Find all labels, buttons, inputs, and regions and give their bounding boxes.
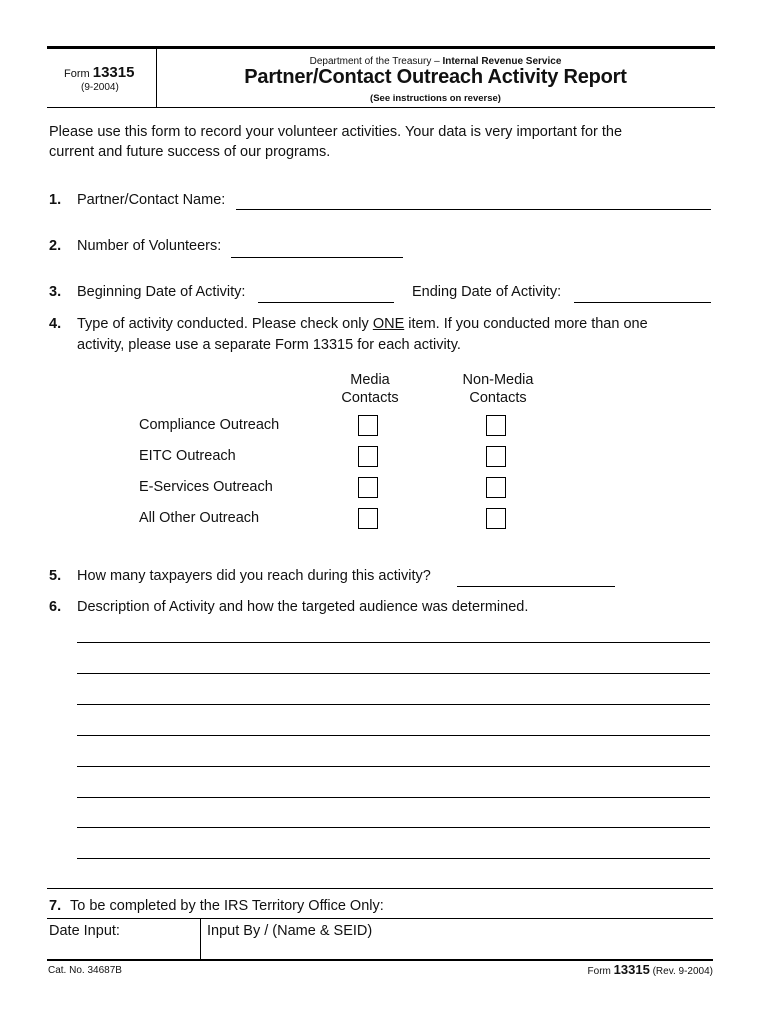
activity-row-label: Compliance Outreach [139, 417, 280, 433]
irs-section-divider [200, 918, 201, 960]
nonmedia-contacts-header [448, 371, 548, 407]
q5-label: How many taxpayers did you reach during this activity? [77, 568, 431, 584]
q6-label: Description of Activity and how the targeted audience was determined. [77, 599, 529, 615]
footer-form-number: 13315 [613, 962, 650, 977]
activity-row-label: All Other Outreach [139, 510, 260, 526]
q7-number: 7. [49, 898, 62, 914]
q3-end-label: Ending Date of Activity: [412, 284, 562, 300]
q4-text-before: Type of activity conducted. Please check only [77, 316, 373, 332]
department-prefix: Department of the Treasury – [309, 56, 443, 67]
q5-number: 5. [49, 568, 62, 584]
q7-label: To be completed by the IRS Territory Office Only: [70, 898, 384, 914]
form-label: Form [64, 68, 90, 80]
form-date: (9-2004) [81, 82, 119, 93]
partner-name-field[interactable] [236, 209, 711, 210]
description-line[interactable] [77, 642, 710, 643]
media-header-line-2: Contacts [341, 390, 399, 406]
eservices-nonmedia-checkbox[interactable] [486, 477, 506, 498]
eitc-nonmedia-checkbox[interactable] [486, 446, 506, 467]
footer-form-id [520, 962, 713, 977]
media-contacts-header [320, 371, 420, 407]
q1-number: 1. [49, 192, 62, 208]
header-bottom-rule [47, 107, 715, 108]
activity-row-label: E-Services Outreach [139, 479, 273, 495]
volunteers-count-field[interactable] [231, 257, 403, 258]
q2-label: Number of Volunteers: [77, 238, 222, 254]
other-media-checkbox[interactable] [358, 508, 378, 529]
q3-label: Beginning Date of Activity: [77, 284, 246, 300]
nonmedia-header-line-2: Contacts [469, 390, 527, 406]
page-title: Partner/Contact Outreach Activity Report [244, 66, 627, 88]
description-line[interactable] [77, 766, 710, 767]
compliance-nonmedia-checkbox[interactable] [486, 415, 506, 436]
date-input-label: Date Input: [49, 923, 120, 939]
irs-section-bottom-rule [47, 959, 713, 961]
cat-number: Cat. No. 34687B [48, 965, 122, 976]
instructions-note: (See instructions on reverse) [370, 93, 501, 104]
activity-row-label: EITC Outreach [139, 448, 236, 464]
media-header-line-1: Media [350, 372, 390, 388]
description-line[interactable] [77, 673, 710, 674]
nonmedia-header-line-1: Non-Media [462, 372, 534, 388]
description-line[interactable] [77, 858, 710, 859]
irs-section-top-rule [47, 888, 713, 889]
description-line[interactable] [77, 797, 710, 798]
intro-line-2: current and future success of our programs. [49, 144, 331, 160]
irs-section-mid-rule [47, 918, 713, 919]
q6-number: 6. [49, 599, 62, 615]
q4-text-after: item. If you conducted more than one [404, 316, 648, 332]
input-by-label: Input By / (Name & SEID) [207, 923, 373, 939]
intro-line-1: Please use this form to record your volunteer activities. Your data is very important for the [49, 124, 623, 140]
other-nonmedia-checkbox[interactable] [486, 508, 506, 529]
q2-number: 2. [49, 238, 62, 254]
eitc-media-checkbox[interactable] [358, 446, 378, 467]
q4-text [77, 316, 648, 332]
eservices-media-checkbox[interactable] [358, 477, 378, 498]
form-id [64, 64, 134, 81]
taxpayers-reached-field[interactable] [457, 586, 615, 587]
department-irs: Internal Revenue Service [442, 56, 562, 67]
footer-form-label: Form [587, 966, 611, 977]
ending-date-field[interactable] [574, 302, 711, 303]
q1-label: Partner/Contact Name: [77, 192, 226, 208]
q4-text-emph: ONE [372, 316, 405, 332]
description-line[interactable] [77, 704, 710, 705]
header-top-rule [47, 46, 715, 49]
footer-revision: (Rev. 9-2004) [652, 966, 713, 977]
form-number: 13315 [92, 64, 135, 81]
description-line[interactable] [77, 735, 710, 736]
compliance-media-checkbox[interactable] [358, 415, 378, 436]
q4-number: 4. [49, 316, 62, 332]
q4-line-2: activity, please use a separate Form 13315 for each activity. [77, 337, 461, 353]
beginning-date-field[interactable] [258, 302, 394, 303]
description-line[interactable] [77, 827, 710, 828]
q3-number: 3. [49, 284, 62, 300]
